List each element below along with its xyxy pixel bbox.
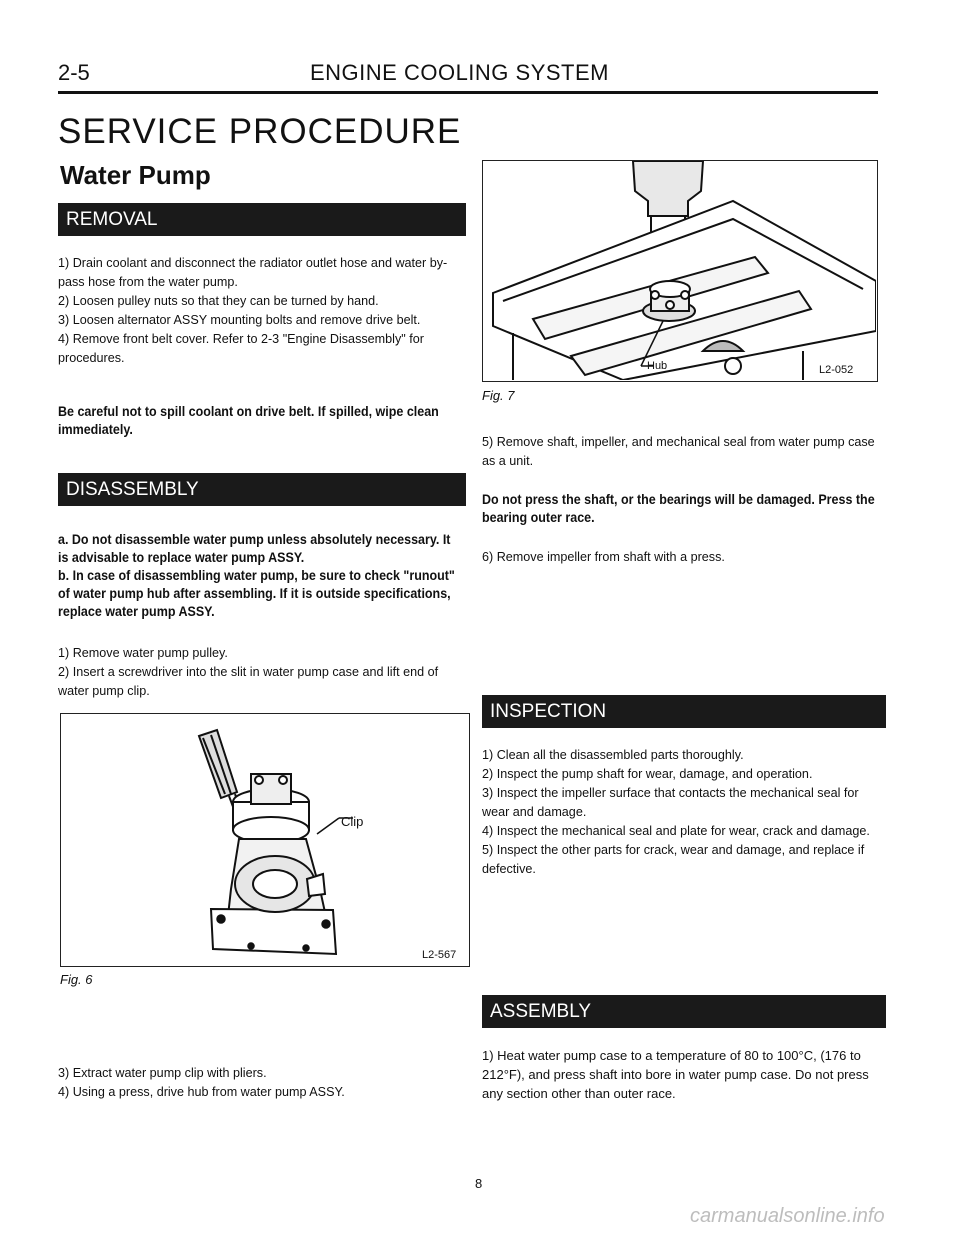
disassembly-steps-1: [58, 644, 466, 701]
assembly-step: 1) Heat water pump case to a temperature of 80 to 100°C, (176 to 212°F), and press shaft into bore in water pump case. Do not press any section other than outer race.: [482, 1048, 869, 1101]
removal-steps: [58, 254, 466, 368]
disassembly-steps-3: [482, 433, 882, 471]
fig6-code: L2-567: [422, 949, 457, 961]
removal-step: 1) Drain coolant and disconnect the radiator outlet hose and water by-pass hose from the water pump.: [58, 256, 448, 289]
section-number: 2-5: [58, 60, 90, 85]
inspection-step: 1) Clean all the disassembled parts thoroughly.: [482, 748, 744, 762]
figure-6-caption: Fig. 6: [60, 972, 93, 987]
inspection-heading: INSPECTION: [482, 695, 886, 728]
assembly-heading: ASSEMBLY: [482, 995, 886, 1028]
header-divider: [58, 91, 878, 94]
disassembly-step: 4) Using a press, drive hub from water pump ASSY.: [58, 1085, 345, 1099]
clip-label: Clip: [341, 814, 364, 829]
caution-c: Do not press the shaft, or the bearings will be damaged. Press the bearing outer race.: [482, 492, 875, 525]
caution-a: a. Do not disassemble water pump unless absolutely necessary. It is advisable to replace water pump ASSY.: [58, 532, 451, 565]
inspection-steps: [482, 746, 888, 879]
disassembly-step: 1) Remove water pump pulley.: [58, 646, 228, 660]
disassembly-step: 6) Remove impeller from shaft with a press.: [482, 550, 725, 564]
fig7-code: L2-052: [819, 364, 854, 376]
removal-step: 2) Loosen pulley nuts so that they can be turned by hand.: [58, 294, 379, 308]
inspection-step: 3) Inspect the impeller surface that contacts the mechanical seal for wear and damage.: [482, 786, 859, 819]
inspection-step: 4) Inspect the mechanical seal and plate for wear, crack and damage.: [482, 824, 870, 838]
page-title: SERVICE PROCEDURE: [58, 112, 462, 151]
disassembly-step: 5) Remove shaft, impeller, and mechanical seal from water pump case as a unit.: [482, 435, 875, 468]
disassembly-step: 3) Extract water pump clip with pliers.: [58, 1066, 267, 1080]
removal-heading: REMOVAL: [58, 203, 466, 236]
chapter-title: ENGINE COOLING SYSTEM: [310, 60, 609, 85]
figure-7-box: [482, 160, 878, 382]
caution-b: b. In case of disassembling water pump, be sure to check "runout" of water pump hub after assembling. If it is outside specifications, replace water pump ASSY.: [58, 568, 455, 619]
hub-label: Hub: [647, 360, 668, 372]
figure-7-caption: Fig. 7: [482, 388, 515, 403]
inspection-step: 5) Inspect the other parts for crack, wear and damage, and replace if defective.: [482, 843, 865, 876]
removal-step: 3) Loosen alternator ASSY mounting bolts and remove drive belt.: [58, 313, 421, 327]
disassembly-heading: DISASSEMBLY: [58, 473, 466, 506]
disassembly-caution: [58, 531, 463, 621]
page-number: 8: [475, 1176, 483, 1191]
removal-caution: [58, 403, 463, 439]
disassembly-steps-4: [482, 548, 882, 567]
removal-caution-text: Be careful not to spill coolant on drive belt. If spilled, wipe clean immediately.: [58, 404, 439, 437]
disassembly-steps-2: [58, 1064, 466, 1102]
assembly-steps: [482, 1046, 888, 1103]
removal-step: 4) Remove front belt cover. Refer to 2-3 "Engine Disassembly" for procedures.: [58, 332, 424, 365]
press-hub-illustration: [483, 161, 876, 380]
disassembly-step: 2) Insert a screwdriver into the slit in water pump case and lift end of water pump clip.: [58, 665, 439, 698]
inspection-step: 2) Inspect the pump shaft for wear, damage, and operation.: [482, 767, 813, 781]
watermark-footer: carmanualsonline.info: [690, 1205, 885, 1227]
water-pump-clip-illustration: [61, 714, 468, 965]
disassembly-caution-c: [482, 491, 883, 527]
page-subtitle: Water Pump: [60, 160, 211, 190]
figure-6-box: [60, 713, 470, 967]
